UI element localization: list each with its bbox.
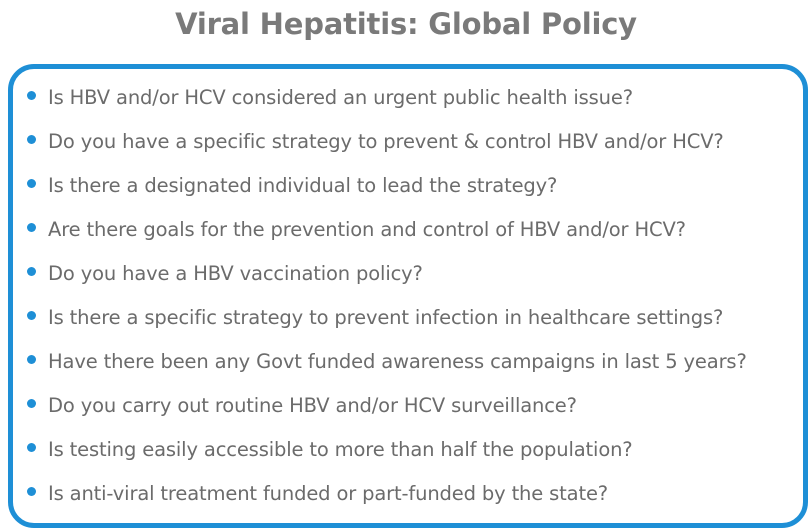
question-panel [8, 64, 808, 528]
bullet-icon [27, 223, 36, 232]
list-item [13, 169, 803, 213]
bullet-icon [27, 135, 36, 144]
list-item-text: Is anti-viral treatment funded or part-funded by the state? [48, 482, 609, 505]
list-item [13, 81, 803, 125]
bullet-icon [27, 487, 36, 496]
list-item [13, 477, 803, 521]
bullet-icon [27, 311, 36, 320]
list-item [13, 125, 803, 169]
bullet-icon [27, 91, 36, 100]
question-list [13, 81, 803, 521]
bullet-icon [27, 355, 36, 364]
list-item-text: Have there been any Govt funded awareness campaigns in last 5 years? [48, 350, 747, 373]
bullet-icon [27, 179, 36, 188]
list-item-text: Are there goals for the prevention and control of HBV and/or HCV? [48, 218, 686, 241]
list-item-text: Do you carry out routine HBV and/or HCV surveillance? [48, 394, 577, 417]
list-item [13, 213, 803, 257]
bullet-icon [27, 399, 36, 408]
list-item [13, 345, 803, 389]
list-item-text: Is testing easily accessible to more than half the population? [48, 438, 633, 461]
bullet-icon [27, 267, 36, 276]
bullet-icon [27, 443, 36, 452]
list-item-text: Is there a designated individual to lead the strategy? [48, 174, 558, 197]
list-item-text: Is HBV and/or HCV considered an urgent public health issue? [48, 86, 633, 109]
list-item-text: Is there a specific strategy to prevent infection in healthcare settings? [48, 306, 724, 329]
list-item [13, 257, 803, 301]
page-title: Viral Hepatitis: Global Policy [175, 7, 637, 41]
list-item [13, 301, 803, 345]
list-item [13, 433, 803, 477]
list-item [13, 389, 803, 433]
list-item-text: Do you have a specific strategy to prevent & control HBV and/or HCV? [48, 130, 724, 153]
list-item-text: Do you have a HBV vaccination policy? [48, 262, 423, 285]
